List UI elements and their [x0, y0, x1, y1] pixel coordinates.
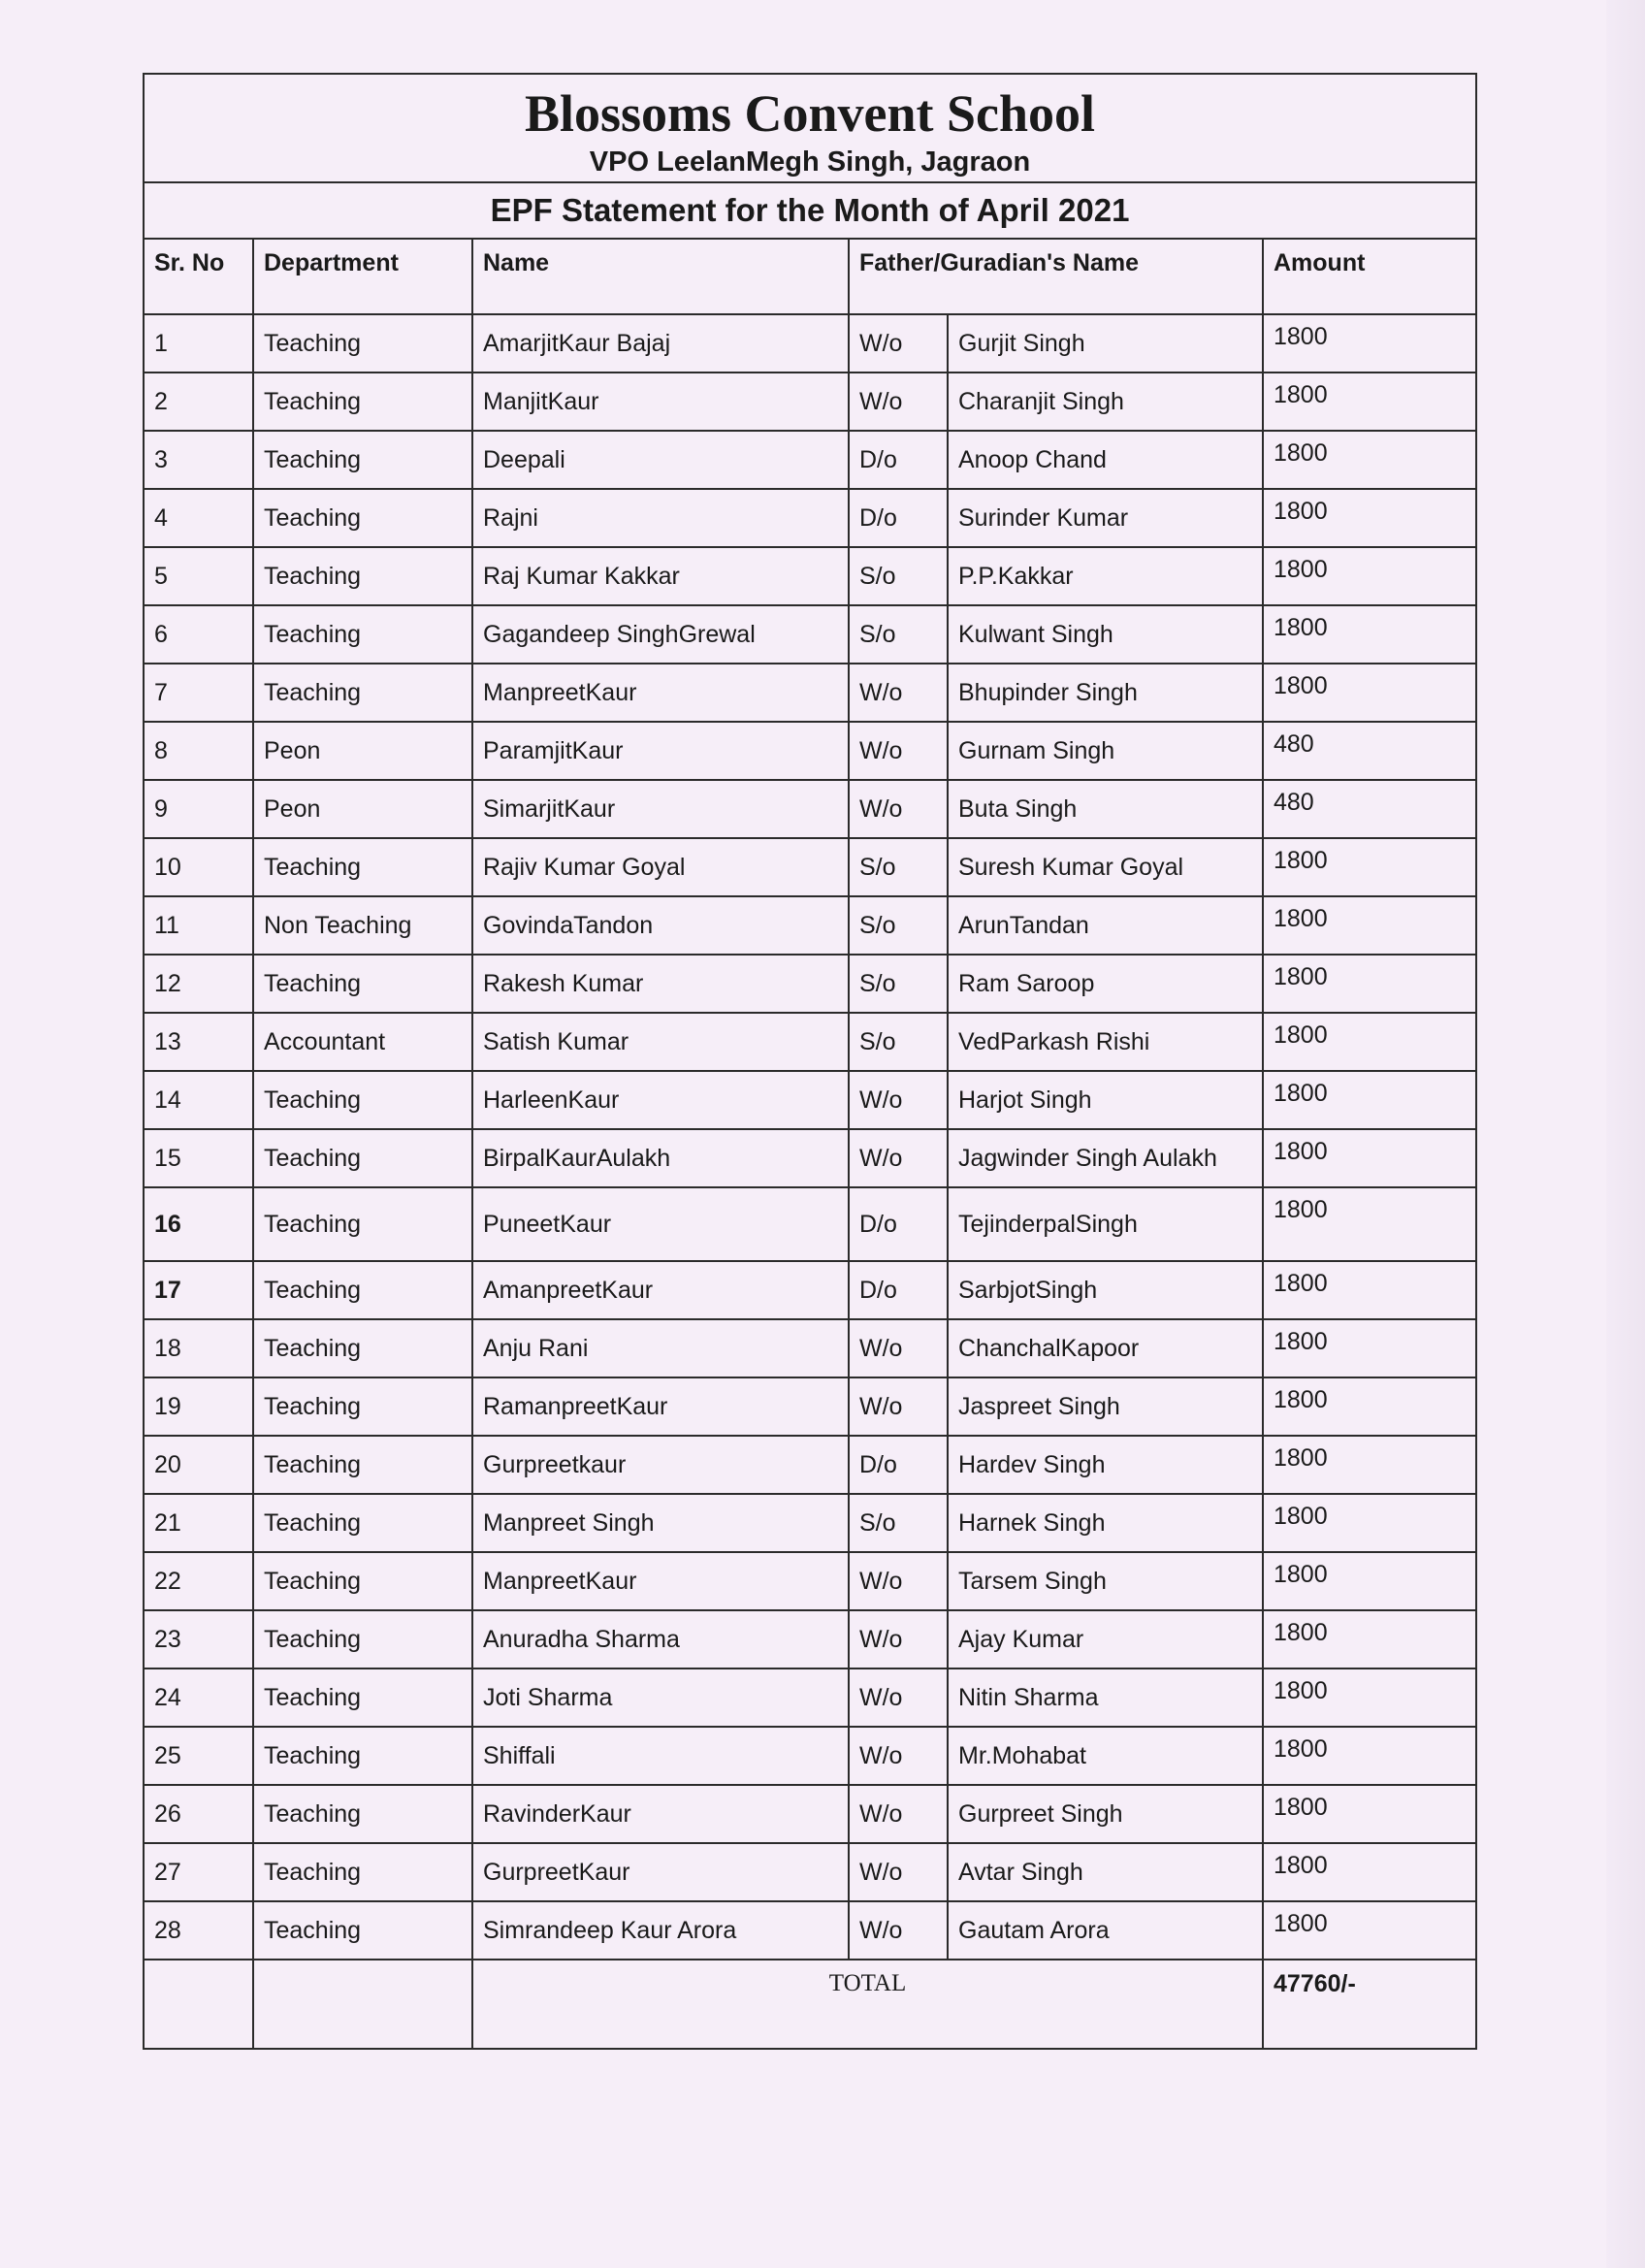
cell-department: Peon: [253, 722, 472, 780]
cell-amount: 1800: [1263, 1843, 1476, 1901]
cell-guardian-name: Kulwant Singh: [948, 605, 1263, 664]
cell-sr-no: 22: [144, 1552, 253, 1610]
cell-amount: 1800: [1263, 1013, 1476, 1071]
cell-department: Teaching: [253, 1436, 472, 1494]
cell-sr-no: 11: [144, 896, 253, 955]
cell-sr-no: 28: [144, 1901, 253, 1960]
cell-department: Teaching: [253, 1901, 472, 1960]
total-amount: 47760/-: [1263, 1960, 1476, 2049]
header-name: Name: [472, 239, 849, 314]
cell-guardian-name: VedParkash Rishi: [948, 1013, 1263, 1071]
cell-amount: 1800: [1263, 838, 1476, 896]
cell-employee-name: Satish Kumar: [472, 1013, 849, 1071]
cell-department: Teaching: [253, 373, 472, 431]
school-name: Blossoms Convent School: [524, 84, 1096, 143]
table-row: [144, 1494, 1476, 1552]
cell-employee-name: GovindaTandon: [472, 896, 849, 955]
cell-department: Teaching: [253, 489, 472, 547]
cell-relation: S/o: [849, 1013, 948, 1071]
cell-sr-no: 12: [144, 955, 253, 1013]
cell-department: Teaching: [253, 547, 472, 605]
cell-guardian-name: Avtar Singh: [948, 1843, 1263, 1901]
cell-department: Teaching: [253, 955, 472, 1013]
cell-sr-no: 1: [144, 314, 253, 373]
cell-amount: 1800: [1263, 1727, 1476, 1785]
paper-edge-shadow: [1606, 0, 1645, 2268]
cell-department: Peon: [253, 780, 472, 838]
cell-guardian-name: Nitin Sharma: [948, 1669, 1263, 1727]
cell-guardian-name: ArunTandan: [948, 896, 1263, 955]
cell-amount: 1800: [1263, 1610, 1476, 1669]
cell-amount: 1800: [1263, 605, 1476, 664]
table-row: [144, 1261, 1476, 1319]
cell-employee-name: Joti Sharma: [472, 1669, 849, 1727]
cell-employee-name: RavinderKaur: [472, 1785, 849, 1843]
table-row: [144, 780, 1476, 838]
table-row: [144, 1129, 1476, 1187]
table-row: [144, 489, 1476, 547]
cell-amount: 1800: [1263, 1552, 1476, 1610]
cell-employee-name: ParamjitKaur: [472, 722, 849, 780]
header-department: Department: [253, 239, 472, 314]
cell-amount: 1800: [1263, 373, 1476, 431]
cell-employee-name: ManjitKaur: [472, 373, 849, 431]
cell-department: Teaching: [253, 1669, 472, 1727]
cell-amount: 1800: [1263, 1785, 1476, 1843]
school-header: [144, 74, 1476, 182]
cell-amount: 1800: [1263, 1669, 1476, 1727]
cell-guardian-name: Gurnam Singh: [948, 722, 1263, 780]
header-sr-no: Sr. No: [144, 239, 253, 314]
table-row: [144, 838, 1476, 896]
cell-guardian-name: SarbjotSingh: [948, 1261, 1263, 1319]
cell-relation: W/o: [849, 722, 948, 780]
table-row: [144, 1436, 1476, 1494]
cell-relation: W/o: [849, 1785, 948, 1843]
table-row: [144, 1187, 1476, 1261]
cell-relation: W/o: [849, 1071, 948, 1129]
cell-sr-no: 24: [144, 1669, 253, 1727]
cell-sr-no: 6: [144, 605, 253, 664]
cell-guardian-name: Gautam Arora: [948, 1901, 1263, 1960]
cell-guardian-name: Bhupinder Singh: [948, 664, 1263, 722]
cell-amount: 1800: [1263, 1187, 1476, 1261]
cell-relation: D/o: [849, 431, 948, 489]
cell-guardian-name: Gurpreet Singh: [948, 1785, 1263, 1843]
cell-guardian-name: Jagwinder Singh Aulakh: [948, 1129, 1263, 1187]
table-row: [144, 1843, 1476, 1901]
cell-relation: W/o: [849, 1669, 948, 1727]
table-row: [144, 314, 1476, 373]
cell-employee-name: Raj Kumar Kakkar: [472, 547, 849, 605]
cell-amount: 1800: [1263, 1901, 1476, 1960]
table-row: [144, 1319, 1476, 1377]
epf-statement-sheet: [143, 73, 1475, 2050]
cell-guardian-name: Surinder Kumar: [948, 489, 1263, 547]
cell-amount: 1800: [1263, 1377, 1476, 1436]
cell-amount: 1800: [1263, 431, 1476, 489]
cell-department: Teaching: [253, 1319, 472, 1377]
cell-department: Teaching: [253, 1187, 472, 1261]
header-amount: Amount: [1263, 239, 1476, 314]
cell-relation: W/o: [849, 1901, 948, 1960]
cell-amount: 1800: [1263, 955, 1476, 1013]
cell-department: Teaching: [253, 1494, 472, 1552]
cell-guardian-name: Charanjit Singh: [948, 373, 1263, 431]
cell-department: Teaching: [253, 1377, 472, 1436]
cell-department: Accountant: [253, 1013, 472, 1071]
cell-amount: 1800: [1263, 896, 1476, 955]
table-row: [144, 1901, 1476, 1960]
cell-sr-no: 5: [144, 547, 253, 605]
cell-amount: 1800: [1263, 489, 1476, 547]
school-address: VPO LeelanMegh Singh, Jagraon: [589, 146, 1031, 178]
cell-amount: 1800: [1263, 1071, 1476, 1129]
table-row: [144, 896, 1476, 955]
cell-sr-no: 2: [144, 373, 253, 431]
cell-employee-name: RamanpreetKaur: [472, 1377, 849, 1436]
header-guardian-name: Father/Guradian's Name: [849, 239, 1263, 314]
cell-employee-name: AmarjitKaur Bajaj: [472, 314, 849, 373]
table-row: [144, 1013, 1476, 1071]
cell-employee-name: Manpreet Singh: [472, 1494, 849, 1552]
cell-employee-name: ManpreetKaur: [472, 1552, 849, 1610]
epf-table: [143, 73, 1477, 2050]
cell-relation: W/o: [849, 1129, 948, 1187]
cell-employee-name: BirpalKaurAulakh: [472, 1129, 849, 1187]
cell-relation: S/o: [849, 896, 948, 955]
table-row: [144, 664, 1476, 722]
table-row: [144, 373, 1476, 431]
cell-department: Teaching: [253, 1843, 472, 1901]
cell-employee-name: Rajiv Kumar Goyal: [472, 838, 849, 896]
cell-sr-no: 10: [144, 838, 253, 896]
statement-title: EPF Statement for the Month of April 2021: [144, 182, 1476, 239]
cell-amount: 1800: [1263, 1129, 1476, 1187]
table-row: [144, 722, 1476, 780]
cell-sr-no: 18: [144, 1319, 253, 1377]
cell-employee-name: Gagandeep SinghGrewal: [472, 605, 849, 664]
statement-title-row: [144, 182, 1476, 239]
table-row: [144, 1727, 1476, 1785]
cell-sr-no: 15: [144, 1129, 253, 1187]
title-row: [144, 74, 1476, 182]
cell-relation: W/o: [849, 664, 948, 722]
cell-guardian-name: Tarsem Singh: [948, 1552, 1263, 1610]
cell-relation: D/o: [849, 1436, 948, 1494]
cell-department: Non Teaching: [253, 896, 472, 955]
cell-amount: 1800: [1263, 1319, 1476, 1377]
cell-relation: W/o: [849, 1727, 948, 1785]
cell-employee-name: AmanpreetKaur: [472, 1261, 849, 1319]
cell-guardian-name: Gurjit Singh: [948, 314, 1263, 373]
cell-relation: W/o: [849, 1610, 948, 1669]
cell-guardian-name: Jaspreet Singh: [948, 1377, 1263, 1436]
cell-guardian-name: Hardev Singh: [948, 1436, 1263, 1494]
cell-department: Teaching: [253, 1071, 472, 1129]
cell-guardian-name: P.P.Kakkar: [948, 547, 1263, 605]
cell-relation: W/o: [849, 1377, 948, 1436]
cell-guardian-name: ChanchalKapoor: [948, 1319, 1263, 1377]
table-row: [144, 1071, 1476, 1129]
total-empty-department: [253, 1960, 472, 2049]
cell-guardian-name: Anoop Chand: [948, 431, 1263, 489]
cell-employee-name: Rakesh Kumar: [472, 955, 849, 1013]
cell-employee-name: Anju Rani: [472, 1319, 849, 1377]
table-row: [144, 1552, 1476, 1610]
cell-relation: W/o: [849, 780, 948, 838]
cell-sr-no: 13: [144, 1013, 253, 1071]
total-row: [144, 1960, 1476, 2049]
table-row: [144, 955, 1476, 1013]
cell-sr-no: 3: [144, 431, 253, 489]
cell-guardian-name: Buta Singh: [948, 780, 1263, 838]
cell-relation: W/o: [849, 314, 948, 373]
cell-sr-no: 20: [144, 1436, 253, 1494]
cell-department: Teaching: [253, 605, 472, 664]
cell-guardian-name: Mr.Mohabat: [948, 1727, 1263, 1785]
table-row: [144, 1669, 1476, 1727]
cell-amount: 1800: [1263, 314, 1476, 373]
cell-guardian-name: Ram Saroop: [948, 955, 1263, 1013]
table-row: [144, 1610, 1476, 1669]
cell-sr-no: 19: [144, 1377, 253, 1436]
cell-department: Teaching: [253, 1785, 472, 1843]
cell-relation: W/o: [849, 1843, 948, 1901]
cell-sr-no: 23: [144, 1610, 253, 1669]
cell-amount: 1800: [1263, 1436, 1476, 1494]
table-row: [144, 431, 1476, 489]
cell-guardian-name: Suresh Kumar Goyal: [948, 838, 1263, 896]
cell-department: Teaching: [253, 431, 472, 489]
cell-relation: W/o: [849, 1319, 948, 1377]
cell-sr-no: 7: [144, 664, 253, 722]
cell-sr-no: 4: [144, 489, 253, 547]
cell-sr-no: 8: [144, 722, 253, 780]
employee-rows: [144, 314, 1476, 1960]
cell-sr-no: 9: [144, 780, 253, 838]
cell-guardian-name: TejinderpalSingh: [948, 1187, 1263, 1261]
cell-employee-name: Gurpreetkaur: [472, 1436, 849, 1494]
cell-amount: 1800: [1263, 1494, 1476, 1552]
cell-relation: D/o: [849, 489, 948, 547]
cell-relation: W/o: [849, 1552, 948, 1610]
cell-relation: S/o: [849, 955, 948, 1013]
cell-relation: S/o: [849, 547, 948, 605]
cell-department: Teaching: [253, 838, 472, 896]
cell-department: Teaching: [253, 1610, 472, 1669]
cell-relation: S/o: [849, 1494, 948, 1552]
table-row: [144, 605, 1476, 664]
cell-employee-name: PuneetKaur: [472, 1187, 849, 1261]
cell-department: Teaching: [253, 664, 472, 722]
cell-amount: 1800: [1263, 547, 1476, 605]
cell-guardian-name: Ajay Kumar: [948, 1610, 1263, 1669]
cell-employee-name: GurpreetKaur: [472, 1843, 849, 1901]
cell-amount: 480: [1263, 780, 1476, 838]
table-row: [144, 547, 1476, 605]
total-empty-sr: [144, 1960, 253, 2049]
cell-relation: W/o: [849, 373, 948, 431]
cell-sr-no: 14: [144, 1071, 253, 1129]
cell-department: Teaching: [253, 1727, 472, 1785]
cell-sr-no: 25: [144, 1727, 253, 1785]
cell-employee-name: HarleenKaur: [472, 1071, 849, 1129]
cell-sr-no: 17: [144, 1261, 253, 1319]
cell-amount: 1800: [1263, 1261, 1476, 1319]
cell-sr-no: 21: [144, 1494, 253, 1552]
cell-relation: S/o: [849, 605, 948, 664]
table-row: [144, 1377, 1476, 1436]
cell-department: Teaching: [253, 1129, 472, 1187]
total-label: TOTAL: [472, 1960, 1263, 2049]
column-header-row: [144, 239, 1476, 314]
cell-department: Teaching: [253, 1552, 472, 1610]
cell-employee-name: Rajni: [472, 489, 849, 547]
cell-department: Teaching: [253, 314, 472, 373]
cell-guardian-name: Harjot Singh: [948, 1071, 1263, 1129]
cell-relation: D/o: [849, 1187, 948, 1261]
cell-sr-no: 16: [144, 1187, 253, 1261]
cell-amount: 1800: [1263, 664, 1476, 722]
cell-employee-name: SimarjitKaur: [472, 780, 849, 838]
cell-relation: S/o: [849, 838, 948, 896]
cell-employee-name: ManpreetKaur: [472, 664, 849, 722]
cell-employee-name: Shiffali: [472, 1727, 849, 1785]
cell-department: Teaching: [253, 1261, 472, 1319]
cell-amount: 480: [1263, 722, 1476, 780]
cell-guardian-name: Harnek Singh: [948, 1494, 1263, 1552]
cell-employee-name: Simrandeep Kaur Arora: [472, 1901, 849, 1960]
table-row: [144, 1785, 1476, 1843]
cell-sr-no: 26: [144, 1785, 253, 1843]
cell-employee-name: Deepali: [472, 431, 849, 489]
cell-relation: D/o: [849, 1261, 948, 1319]
cell-employee-name: Anuradha Sharma: [472, 1610, 849, 1669]
cell-sr-no: 27: [144, 1843, 253, 1901]
